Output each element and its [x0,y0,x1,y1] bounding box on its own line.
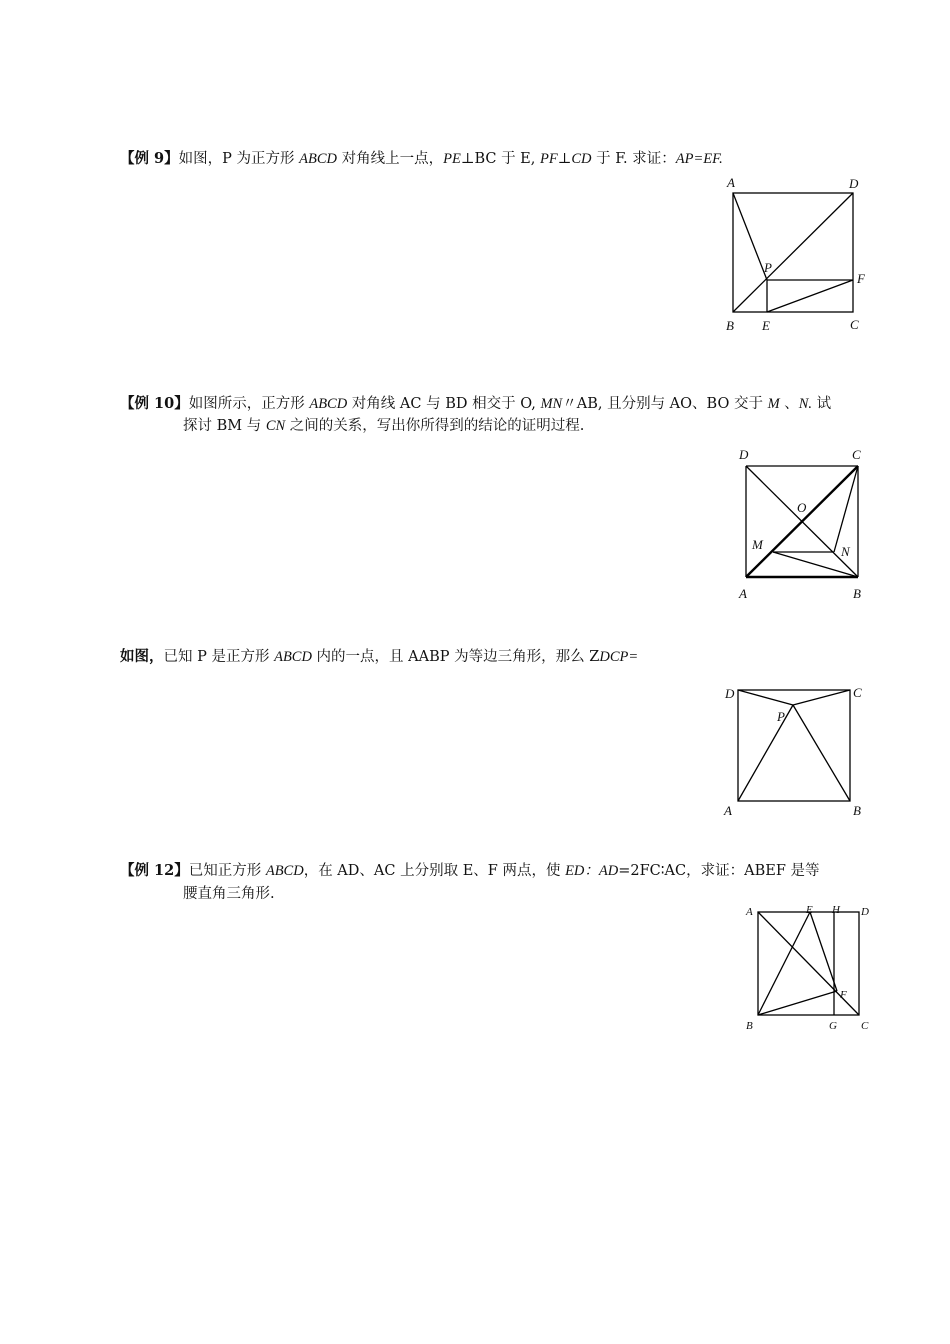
ex12-bef: BEF [754,863,786,879]
ex10-text-e: 试 [812,396,832,412]
ex12-abcd: ABCD [265,863,304,879]
ex11-dcp: DCP= [599,649,639,665]
ex12-label-b: B [746,1020,753,1032]
ex12-label-h: H [832,904,840,916]
ex12-segment-bf [758,991,837,1015]
ex12-label-c: C [861,1020,869,1032]
ex9-label-e: E [762,318,770,333]
ex10-label-c: C [852,447,861,462]
ex10-text-c: 〃AB, 且分别与 AO、BO 交于 [562,396,768,412]
ex9-label-f: F [857,271,865,286]
ex10-label-a: A [739,586,747,601]
ex10-label-d: D [739,447,749,462]
ex10-label: 【例 10】 [120,395,189,412]
ex10-text-b: 对角线 AC 与 BD 相交于 O, [347,396,541,412]
ex12-label-a: A [746,906,753,918]
ex10-text-d: 、 [779,396,799,412]
ex10-abcd: ABCD [309,396,348,412]
ex9-text-e: 于 F. 求证： [591,151,676,167]
ex12-label-e: E [806,904,813,916]
ex12-label: 【例 12】 [120,862,189,879]
ex9-cd: CD [571,151,592,167]
ex12-text-d: 是等 [785,863,820,879]
ex9-text-b: 对角线上一点， [336,151,444,167]
ex12-line2: 腰直角三角形. [183,886,275,902]
ex9-label-a: A [727,175,735,190]
ex10-text-a: 如图所示，正方形 [188,396,310,412]
ex9-abcd: ABCD [299,151,337,167]
ex12-label-f: F [840,989,847,1001]
ex12-text-b: ，在 AD、AC 上分别取 E、F 两点，使 [303,863,566,879]
ex11-abp: ABP [418,649,450,665]
ex9-text-c: ⊥BC 于 E, [460,151,540,167]
ex11-text-b: 内的一点，且 A [311,649,419,665]
ex10-label-m: M [752,537,763,552]
ex9-label-d: D [849,176,859,191]
ex10-mn: MN [540,396,563,412]
ex9-text-a: 如图，P 为正方形 [178,151,300,167]
ex11-text-a: 已知 P 是正方形 [163,649,275,665]
ex9-pf: PF [540,151,558,167]
ex12-text-c: =2FC∶AC，求证：A [618,863,755,879]
ex9-label-c: C [850,317,859,332]
ex10-cn: CN [265,418,286,434]
ex11-label-b: B [853,803,861,818]
ex11-abcd: ABCD [274,649,312,665]
ex11-label-d: D [725,686,735,701]
ex10-m: M [767,396,780,412]
ex10-line2-b: 之间的关系，写出你所得到的结论的证明过程. [285,418,585,434]
ex11-text-c: 为等边三角形，那么 Z [449,649,600,665]
ex9-label-b: B [726,318,734,333]
ex10-label-b: B [853,586,861,601]
ex10-label-o: O [797,500,807,515]
ex10-line2-a: 探讨 BM 与 [183,418,266,434]
ex11-label: 如图， [120,648,164,665]
ex12-ed-ad: ED：AD [565,863,619,879]
ex12-label-d: D [861,906,869,918]
ex11-label-a: A [724,803,732,818]
ex9-label-p: P [764,260,772,275]
ex9-label: 【例 9】 [120,150,179,167]
ex11-label-c: C [853,685,862,700]
ex9-pe: PE [443,151,461,167]
ex9-ap-ef: AP=EF. [675,151,723,167]
ex9-text-d: ⊥ [557,151,572,167]
ex11-label-p: P [777,709,785,724]
ex12-segment-be [758,912,810,1015]
ex12-label-g: G [829,1020,837,1032]
ex12-text-a: 已知正方形 [188,863,266,879]
ex10-n: N. [798,396,813,412]
ex10-label-n: N [841,544,850,559]
